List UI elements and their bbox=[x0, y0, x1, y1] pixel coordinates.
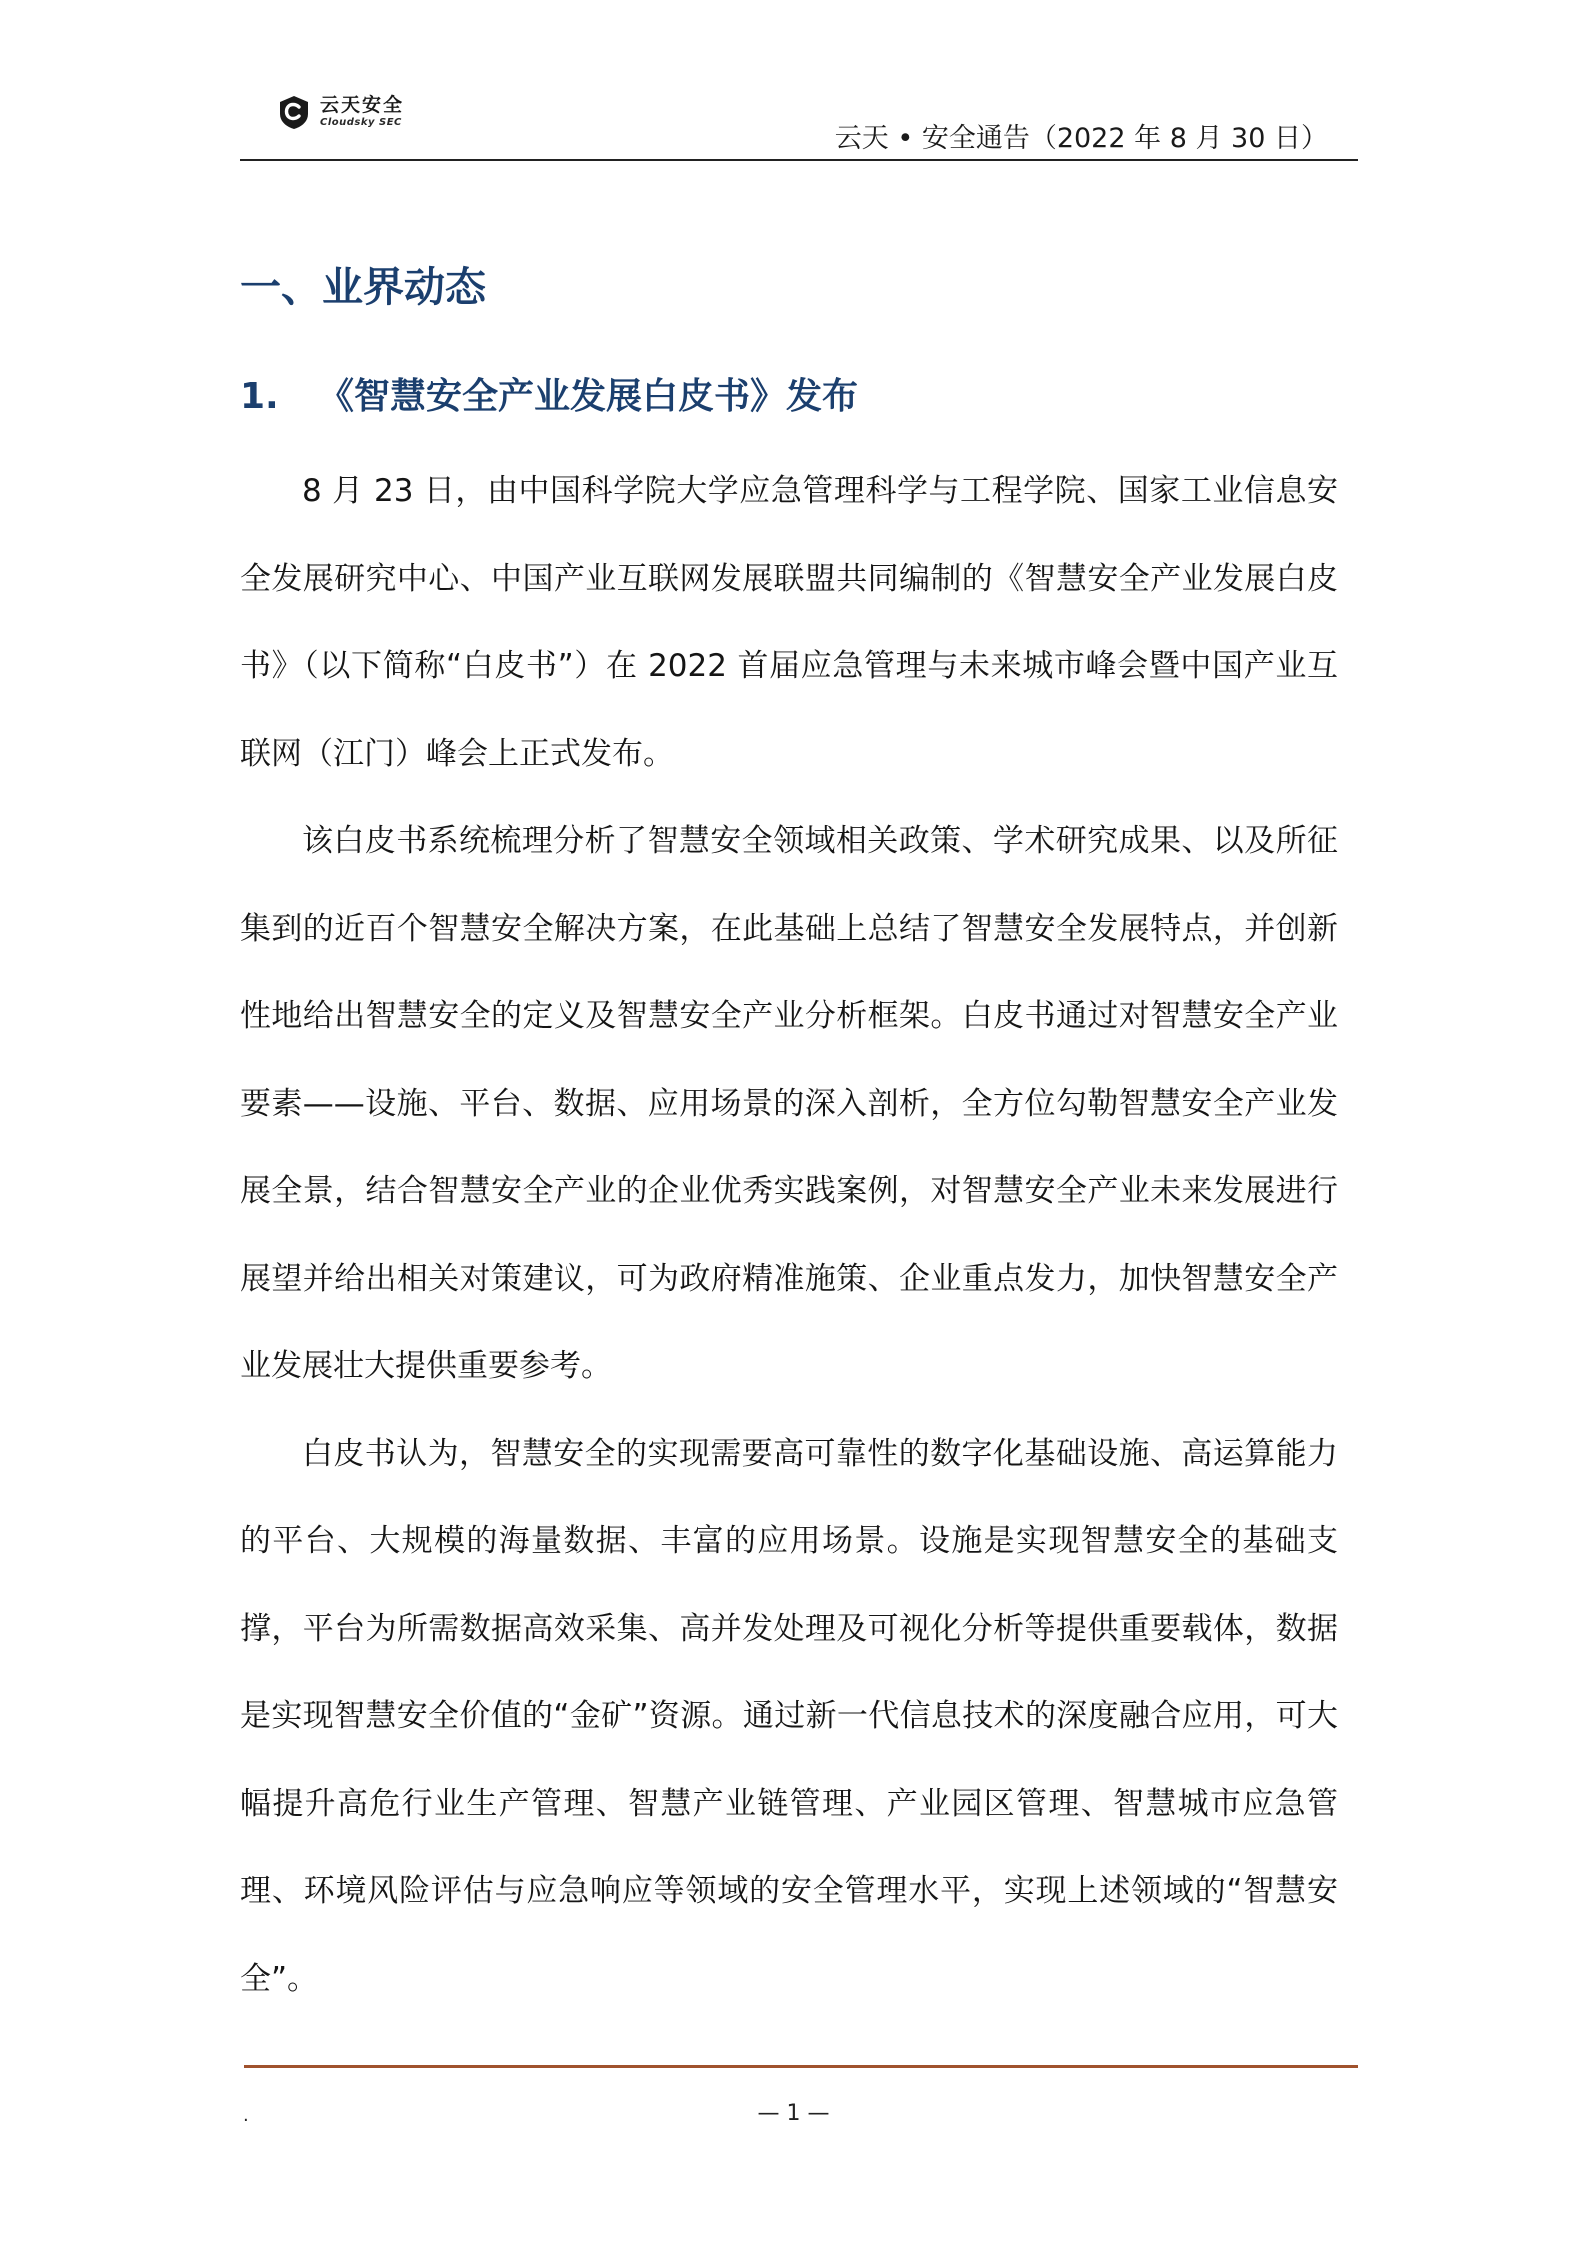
article-number: 1. bbox=[240, 376, 279, 417]
page-header bbox=[240, 88, 1358, 160]
footer-divider bbox=[244, 2065, 1358, 2068]
logo-name-cn: 云天安全 bbox=[320, 94, 405, 116]
footer-mark: . bbox=[243, 2105, 249, 2126]
logo bbox=[276, 94, 404, 130]
cloudsky-logo-icon bbox=[276, 94, 312, 130]
paragraph: 该白皮书系统梳理分析了智慧安全领域相关政策、学术研究成果、以及所征集到的近百个智慧安全解决方案，在此基础上总结了智慧安全发展特点，并创新性地给出智慧安全的定义及智慧安全产业分析框架。白皮书通过对智慧安全产业要素——设施、平台、数据、应用场景的深入剖析，全方位勾勒智慧安全产业发展全景，结合智慧安全产业的企业优秀实践案例，对智慧安全产业未来发展进行展望并给出相关对策建议，可为政府精准施策、企业重点发力，加快智慧安全产业发展壮大提供重要参考。 bbox=[240, 823, 1338, 1384]
paragraph: 白皮书认为，智慧安全的实现需要高可靠性的数字化基础设施、高运算能力的平台、大规模的海量数据、丰富的应用场景。设施是实现智慧安全的基础支撑，平台为所需数据高效采集、高并发处理及可视化分析等提供重要载体，数据是实现智慧安全价值的“金矿”资源。通过新一代信息技术的深度融合应用，可大幅提升高危行业生产管理、智慧产业链管理、产业园区管理、智慧城市应急管理、环境风险评估与应急响应等领域的安全管理水平，实现上述领域的“智慧安全”。 bbox=[240, 1435, 1338, 1997]
logo-name-en: Cloudsky SEC bbox=[320, 117, 402, 128]
section-heading: 一、业界动态 bbox=[240, 263, 486, 311]
article-body bbox=[240, 448, 1338, 2023]
paragraph: 8 月 23 日，由中国科学院大学应急管理科学与工程学院、国家工业信息安全发展研究中心、中国产业互联网发展联盟共同编制的《智慧安全产业发展白皮书》（以下简称“白皮书”）在 2022 首届应急管理与未来城市峰会暨中国产业互联网（江门）峰会上正式发布。 bbox=[240, 473, 1338, 772]
header-divider bbox=[240, 159, 1358, 161]
header-title: 云天 • 安全通告（2022 年 8 月 30 日） bbox=[834, 123, 1328, 154]
page-number: — 1 — bbox=[757, 2101, 830, 2126]
article-heading bbox=[240, 368, 858, 419]
article-title: 《智慧安全产业发展白皮书》发布 bbox=[318, 376, 859, 417]
